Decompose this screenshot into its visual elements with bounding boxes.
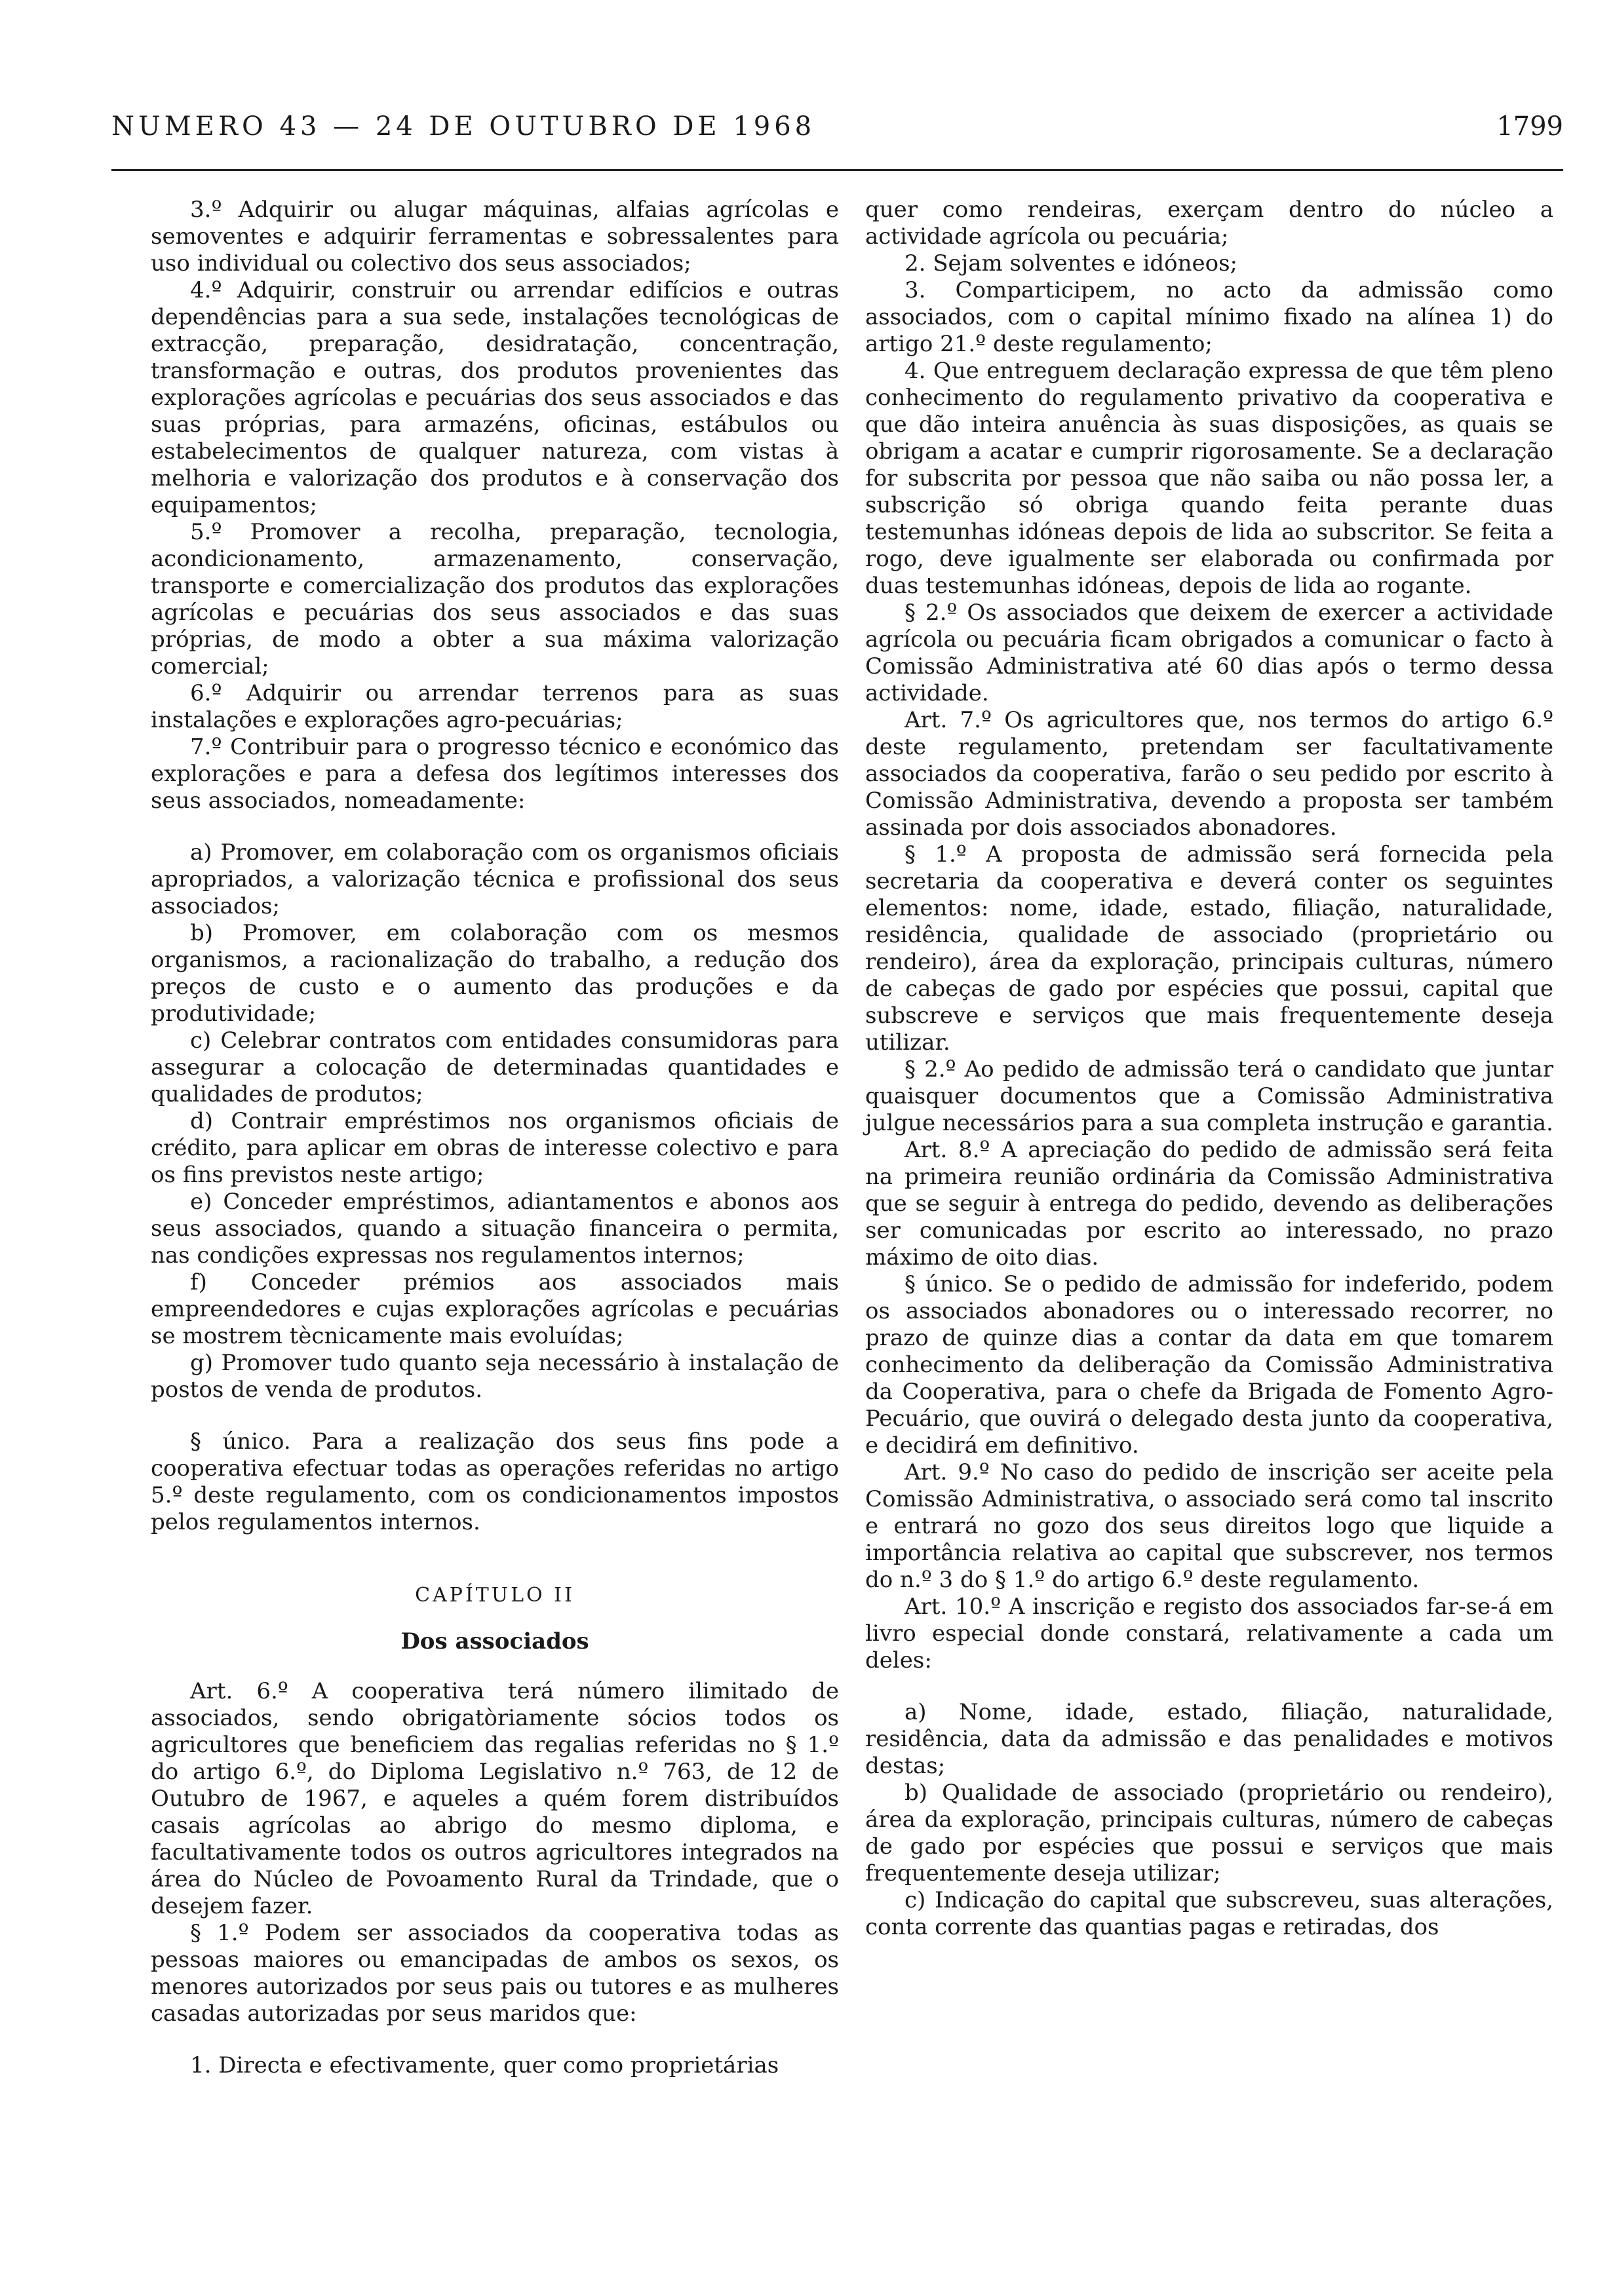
paragraph: quer como rendeiras, exerçam dentro do núcleo a actividade agrícola ou pecuária; xyxy=(865,197,1553,250)
paragraph: Art. 8.º A apreciação do pedido de admissão será feita na primeira reunião ordinária da Comissão Administrativa que se seguir à entrega do pedido, devendo as deliberações ser comunicadas por escrito ao interessado, no prazo máximo de oito dias. xyxy=(865,1137,1553,1271)
paragraph: 4. Que entreguem declaração expressa de que têm pleno conhecimento do regulamento privativo da cooperativa e que dão inteira anuência às suas disposições, as quais se obrigam a acatar e cumprir rigorosamente. Se a declaração for subscrita por pessoa que não saiba ou não possa ler, a subscrição só obriga quando feita perante duas testemunhas idóneas depois de lida ao subscritor. Se feita a rogo, deve igualmente ser elaborada ou confirmada por duas testemunhas idóneas, depois de lida ao rogante. xyxy=(865,358,1553,599)
list-item: c) Celebrar contratos com entidades consumidoras para assegurar a colocação de determinadas quantidades e qualidades de produtos; xyxy=(151,1027,839,1107)
paragraph-unico: § único. Para a realização dos seus fins pode a cooperativa efectuar todas as operações referidas no artigo 5.º deste regulamento, com os condicionamentos impostos pelos regulamentos internos. xyxy=(151,1428,839,1535)
paragraph: 6.º Adquirir ou arrendar terrenos para as suas instalações e explorações agro-pecuárias; xyxy=(151,680,839,733)
paragraph: 3. Comparticipem, no acto da admissão como associados, com o capital mínimo fixado na alínea 1) do artigo 21.º deste regulamento; xyxy=(865,277,1553,357)
paragraph: 5.º Promover a recolha, preparação, tecnologia, acondicionamento, armazenamento, conservação, transporte e comercialização dos produtos das explorações agrícolas e pecuárias dos seus associados e das suas próprias, de modo a obter a sua máxima valorização comercial; xyxy=(151,519,839,679)
header-rule xyxy=(111,169,1563,171)
issue-line: NUMERO 43 — 24 DE OUTUBRO DE 1968 xyxy=(111,111,816,142)
paragraph: 2. Sejam solventes e idóneos; xyxy=(905,250,1238,277)
paragraph: 4.º Adquirir, construir ou arrendar edifícios e outras dependências para a sua sede, instalações tecnológicas de extracção, preparação, desidratação, concentração, transformação e outras, dos produtos provenientes das explorações agrícolas e pecuárias dos seus associados e das suas próprias, para armazéns, oficinas, estábulos ou estabelecimentos de qualquer natureza, com vistas à melhoria e valorização dos produtos e à conservação dos equipamentos; xyxy=(151,277,839,518)
paragraph: 7.º Contribuir para o progresso técnico e económico das explorações e para a defesa dos legítimos interesses dos seus associados, nomeadamente: xyxy=(151,734,839,814)
chapter-label: CAPÍTULO II xyxy=(415,1584,575,1607)
page-number: 1799 xyxy=(1496,111,1563,142)
paragraph: § único. Se o pedido de admissão for indeferido, podem os associados abonadores ou o interessado recorrer, no prazo de quinze dias a contar da data em que tomarem conhecimento da deliberação da Comissão Administrativa da Cooperativa, para o chefe da Brigada de Fomento Agro-Pecuário, que ouvirá o delegado desta junto da cooperativa, e decidirá em definitivo. xyxy=(865,1271,1553,1459)
paragraph: § 2.º Os associados que deixem de exercer a actividade agrícola ou pecuária ficam obrigados a comunicar o facto à Comissão Administrativa até 60 dias após o termo dessa actividade. xyxy=(865,600,1553,706)
left-column xyxy=(151,197,839,2079)
paragraph: § 1.º Podem ser associados da cooperativa todas as pessoas maiores ou emancipadas de ambos os sexos, os menores autorizados por seus pais ou tutores e as mulheres casadas autorizadas por seus maridos que: xyxy=(151,1920,839,2027)
list-item: a) Nome, idade, estado, filiação, naturalidade, residência, data da admissão e das penalidades e motivos destas; xyxy=(865,1699,1553,1779)
paragraph: § 2.º Ao pedido de admissão terá o candidato que juntar quaisquer documentos que a Comissão Administrativa julgue necessários para a sua completa instrução e garantia. xyxy=(865,1056,1553,1136)
paragraph: Art. 10.º A inscrição e registo dos associados far-se-á em livro especial donde constará, relativamente a cada um deles: xyxy=(865,1594,1553,1674)
list-item: f) Conceder prémios aos associados mais empreendedores e cujas explorações agrícolas e pecuárias se mostrem tècnicamente mais evoluídas; xyxy=(151,1269,839,1349)
paragraph: § 1.º A proposta de admissão será fornecida pela secretaria da cooperativa e deverá conter os seguintes elementos: nome, idade, estado, filiação, naturalidade, residência, qualidade de associado (proprietário ou rendeiro), área da exploração, principais culturas, número de cabeças de gado por espécies que possui, capital que subscreve e serviços que mais frequentemente deseja utilizar. xyxy=(865,841,1553,1056)
paragraph: 3.º Adquirir ou alugar máquinas, alfaias agrícolas e semoventes e adquirir ferramentas e sobressalentes para uso individual ou colectivo dos seus associados; xyxy=(151,197,839,277)
list-item: b) Qualidade de associado (proprietário ou rendeiro), área da exploração, principais culturas, número de cabeças de gado por espécies que possui e serviços que mais frequentemente deseja utilizar; xyxy=(865,1780,1553,1886)
list-item: c) Indicação do capital que subscreveu, suas alterações, conta corrente das quantias pagas e retiradas, dos xyxy=(865,1887,1553,1940)
list-item: g) Promover tudo quanto seja necessário à instalação de postos de venda de produtos. xyxy=(151,1350,839,1403)
paragraph: Art. 6.º A cooperativa terá número ilimitado de associados, sendo obrigatòriamente sócios todos os agricultores que beneficiem das regalias referidas no § 1.º do artigo 6.º, do Diploma Legislativo n.º 763, de 12 de Outubro de 1967, e aqueles a quém forem distribuídos casais agrícolas ao abrigo do mesmo diploma, e facultativamente todos os outros agricultores integrados na área do Núcleo de Povoamento Rural da Trindade, que o desejem fazer. xyxy=(151,1678,839,1919)
paragraph: 1. Directa e efectivamente, quer como proprietárias xyxy=(190,2052,779,2078)
right-column xyxy=(865,197,1553,1941)
list-item: d) Contrair empréstimos nos organismos oficiais de crédito, para aplicar em obras de interesse colectivo e para os fins previstos neste artigo; xyxy=(151,1108,839,1188)
list-item: a) Promover, em colaboração com os organismos oficiais apropriados, a valorização técnica e profissional dos seus associados; xyxy=(151,839,839,919)
paragraph: Art. 7.º Os agricultores que, nos termos do artigo 6.º deste regulamento, pretendam ser facultativamente associados da cooperativa, farão o seu pedido por escrito à Comissão Administrativa, devendo a proposta ser também assinada por dois associados abonadores. xyxy=(865,707,1553,841)
chapter-title: Dos associados xyxy=(400,1628,589,1655)
list-item: e) Conceder empréstimos, adiantamentos e abonos aos seus associados, quando a situação financeira o permita, nas condições expressas nos regulamentos internos; xyxy=(151,1189,839,1269)
page-header xyxy=(111,111,1563,151)
list-item: b) Promover, em colaboração com os mesmos organismos, a racionalização do trabalho, a redução dos preços de custo e o aumento das produções e da produtividade; xyxy=(151,920,839,1027)
paragraph: Art. 9.º No caso do pedido de inscrição ser aceite pela Comissão Administrativa, o associado será como tal inscrito e entrará no gozo dos seus direitos logo que liquide a importância relativa ao capital que subscrever, nos termos do n.º 3 do § 1.º do artigo 6.º deste regulamento. xyxy=(865,1459,1553,1593)
